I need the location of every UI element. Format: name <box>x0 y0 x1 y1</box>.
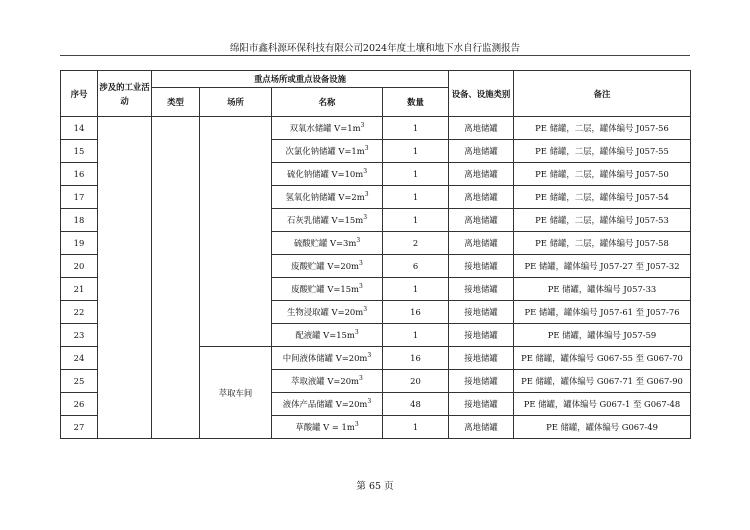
row-facility-name <box>272 393 383 416</box>
row-category: 离地储罐 <box>449 163 514 186</box>
page-number: 第 65 页 <box>356 481 394 492</box>
row-quantity: 1 <box>383 278 449 301</box>
row-facility-name <box>272 301 383 324</box>
facility-name-text: 氢氧化钠储罐 V=2m <box>285 192 365 202</box>
row-category: 接地储罐 <box>449 324 514 347</box>
row-remark: PE 储罐，罐体编号 J057-33 <box>514 278 691 301</box>
row-seq: 23 <box>61 324 98 347</box>
column-header-site: 场所 <box>200 88 272 117</box>
row-quantity: 1 <box>383 163 449 186</box>
volume-unit-exponent: 3 <box>364 191 369 199</box>
facility-name-text: 萃取液罐 V=20m <box>291 376 359 386</box>
site-cell <box>200 117 272 347</box>
row-seq: 22 <box>61 301 98 324</box>
row-seq: 24 <box>61 347 98 370</box>
row-remark: PE 储罐，罐体编号 J057-59 <box>514 324 691 347</box>
facility-name-text: 配液罐 V=15m <box>295 330 355 340</box>
row-category: 离地储罐 <box>449 117 514 140</box>
row-facility-name <box>272 324 383 347</box>
volume-unit-exponent: 3 <box>364 145 369 153</box>
row-category: 离地储罐 <box>449 232 514 255</box>
row-category: 接地储罐 <box>449 255 514 278</box>
row-category: 离地储罐 <box>449 186 514 209</box>
row-remark: PE 储罐，罐体编号 G067-71 至 G067-90 <box>514 370 691 393</box>
row-remark: PE 储罐，二层，罐体编号 J057-56 <box>514 117 691 140</box>
row-facility-name <box>272 117 383 140</box>
row-remark: PE 储罐，罐体编号 G067-55 至 G067-70 <box>514 347 691 370</box>
row-facility-name <box>272 163 383 186</box>
row-quantity: 16 <box>383 347 449 370</box>
row-category: 接地储罐 <box>449 301 514 324</box>
row-quantity: 1 <box>383 324 449 347</box>
volume-unit-exponent: 3 <box>356 237 361 245</box>
row-seq: 17 <box>61 186 98 209</box>
row-remark: PE 储罐，二层，罐体编号 J057-50 <box>514 163 691 186</box>
site-cell-extraction-workshop: 萃取车间 <box>200 347 272 439</box>
row-quantity: 1 <box>383 416 449 439</box>
column-header-seq: 序号 <box>61 71 98 117</box>
row-facility-name <box>272 347 383 370</box>
row-facility-name <box>272 278 383 301</box>
row-category: 接地储罐 <box>449 393 514 416</box>
facility-name-text: 草酸罐 V = 1m <box>295 422 355 432</box>
row-seq: 15 <box>61 140 98 163</box>
row-quantity: 2 <box>383 232 449 255</box>
row-category: 离地储罐 <box>449 416 514 439</box>
row-category: 接地储罐 <box>449 370 514 393</box>
facility-name-text: 废酸贮罐 V=20m <box>291 261 359 271</box>
volume-unit-exponent: 3 <box>363 214 368 222</box>
volume-unit-exponent: 3 <box>354 421 359 429</box>
row-seq: 26 <box>61 393 98 416</box>
row-quantity: 1 <box>383 186 449 209</box>
row-facility-name <box>272 370 383 393</box>
row-seq: 16 <box>61 163 98 186</box>
row-quantity: 1 <box>383 140 449 163</box>
table-row <box>61 117 691 140</box>
row-seq: 19 <box>61 232 98 255</box>
column-header-type: 类型 <box>152 88 200 117</box>
row-quantity: 1 <box>383 209 449 232</box>
row-category: 接地储罐 <box>449 347 514 370</box>
report-header-title: 绵阳市鑫科源环保科技有限公司2024年度土壤和地下水自行监测报告 <box>229 43 521 54</box>
column-header-category: 设备、设施类别 <box>449 71 514 117</box>
volume-unit-exponent: 3 <box>363 306 368 314</box>
column-group-header: 重点场所或重点设备设施 <box>152 71 449 88</box>
row-seq: 14 <box>61 117 98 140</box>
industrial-activity-cell <box>98 117 152 439</box>
row-quantity: 6 <box>383 255 449 278</box>
row-remark: PE 储罐，罐体编号 G067-1 至 G067-48 <box>514 393 691 416</box>
row-remark: PE 储罐，二层，罐体编号 J057-58 <box>514 232 691 255</box>
row-facility-name <box>272 416 383 439</box>
row-remark: PE 储罐，二层，罐体编号 J057-55 <box>514 140 691 163</box>
row-facility-name <box>272 186 383 209</box>
volume-unit-exponent: 3 <box>360 122 365 130</box>
volume-unit-exponent: 3 <box>367 398 372 406</box>
row-quantity: 20 <box>383 370 449 393</box>
header-divider <box>60 55 690 56</box>
row-remark: PE 储罐，二层，罐体编号 J057-53 <box>514 209 691 232</box>
facility-name-text: 液体产品储罐 V=20m <box>282 399 368 409</box>
row-seq: 21 <box>61 278 98 301</box>
row-seq: 25 <box>61 370 98 393</box>
row-category: 离地储罐 <box>449 140 514 163</box>
row-facility-name <box>272 232 383 255</box>
volume-unit-exponent: 3 <box>359 283 363 291</box>
row-seq: 20 <box>61 255 98 278</box>
row-remark: PE 储罐，罐体编号 J057-27 至 J057-32 <box>514 255 691 278</box>
facility-name-text: 硫酸贮罐 V=3m <box>293 238 357 248</box>
row-quantity: 1 <box>383 117 449 140</box>
row-facility-name <box>272 140 383 163</box>
column-header-remark: 备注 <box>514 71 691 117</box>
facility-type-cell <box>152 117 200 439</box>
key-facilities-table <box>60 70 691 439</box>
row-category: 离地储罐 <box>449 209 514 232</box>
row-seq: 18 <box>61 209 98 232</box>
facility-name-text: 双氧水储罐 V=1m <box>289 123 361 133</box>
volume-unit-exponent: 3 <box>359 375 363 383</box>
row-remark: PE 储罐，二层，罐体编号 J057-54 <box>514 186 691 209</box>
row-remark: PE 储罐，罐体编号 G067-49 <box>514 416 691 439</box>
facility-name-text: 石灰乳储罐 V=15m <box>286 215 364 225</box>
facility-name-text: 废酸贮罐 V=15m <box>291 284 359 294</box>
volume-unit-exponent: 3 <box>354 329 359 337</box>
volume-unit-exponent: 3 <box>359 260 363 268</box>
facility-name-text: 生物浸取罐 V=20m <box>286 307 364 317</box>
row-facility-name <box>272 209 383 232</box>
column-header-activity: 涉及的工业活动 <box>98 71 152 117</box>
row-seq: 27 <box>61 416 98 439</box>
facility-name-text: 中间液体储罐 V=20m <box>282 353 368 363</box>
row-remark: PE 储罐，罐体编号 J057-61 至 J057-76 <box>514 301 691 324</box>
volume-unit-exponent: 3 <box>363 168 368 176</box>
column-header-qty: 数量 <box>383 88 449 117</box>
volume-unit-exponent: 3 <box>367 352 372 360</box>
row-quantity: 48 <box>383 393 449 416</box>
row-category: 接地储罐 <box>449 278 514 301</box>
facility-name-text: 次氯化钠储罐 V=1m <box>285 146 365 156</box>
facility-name-text: 硫化钠储罐 V=10m <box>286 169 364 179</box>
row-facility-name <box>272 255 383 278</box>
column-header-name: 名称 <box>272 88 383 117</box>
row-quantity: 16 <box>383 301 449 324</box>
